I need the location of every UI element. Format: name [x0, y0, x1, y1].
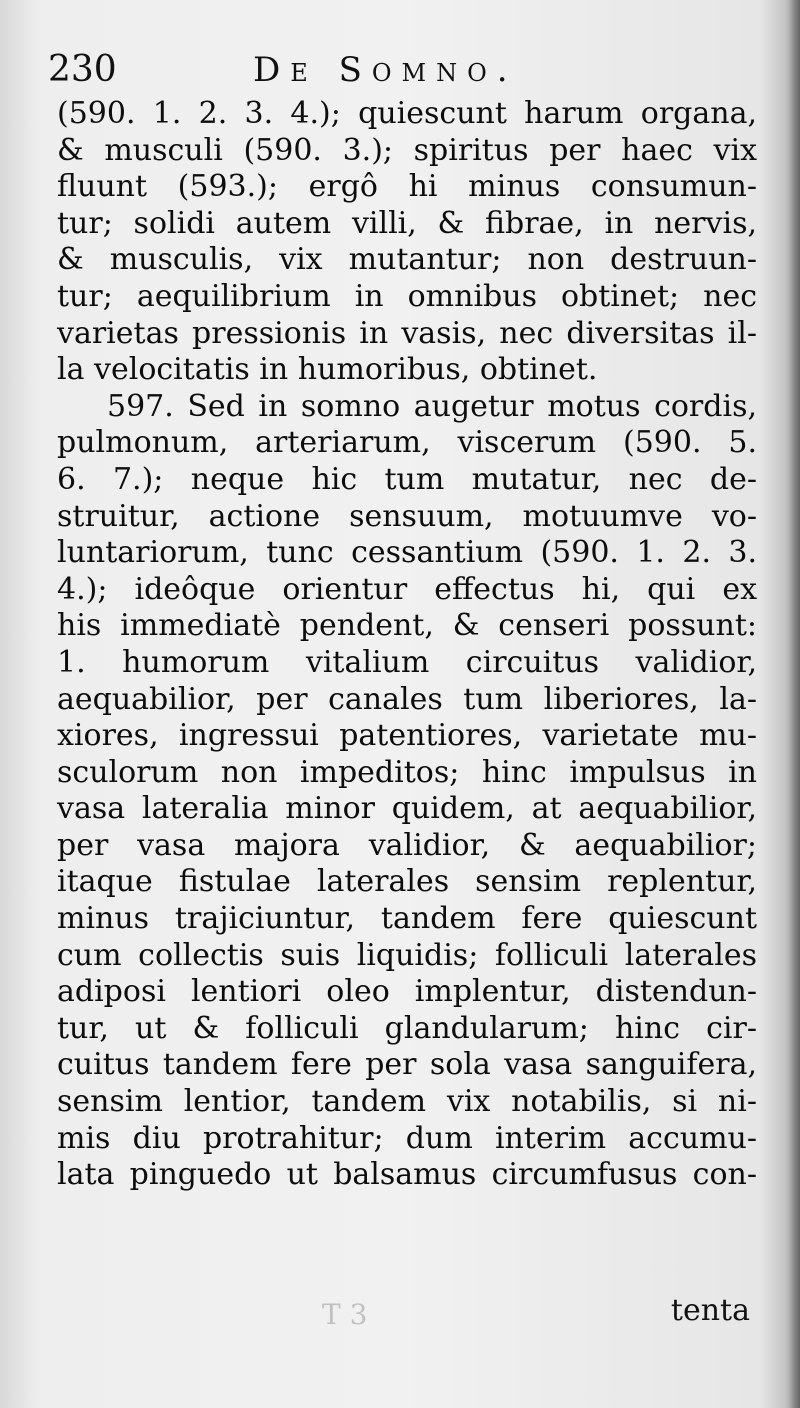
text-line: xiores, ingressui patentiores, varietate mu- [57, 718, 757, 754]
text-line: struitur, actione sensuum, motuumve vo- [57, 498, 757, 534]
text-line: (590. 1. 2. 3. 4.); quiescunt harum organa, [57, 96, 757, 131]
text-line: tur; solidi autem villi, & fibrae, in nervis, [57, 205, 757, 241]
text-line: lata pinguedo ut balsamus circumfusus con- [57, 1157, 757, 1193]
text-line: cum collectis suis liquidis; folliculi laterales [57, 937, 757, 973]
paragraph-start-597: 597. Sed in somno augetur motus cordis, [107, 388, 757, 424]
text-line: aequabilior, per canales tum liberiores, la- [57, 681, 757, 717]
text-line: tur; aequilibrium in omnibus obtinet; nec [57, 278, 757, 314]
text-line: varietas pressionis in vasis, nec diversitas il- [57, 315, 757, 351]
text-line: pulmonum, arteriarum, viscerum (590. 5. [57, 425, 757, 461]
text-line: sensim lentior, tandem vix notabilis, si ni- [57, 1084, 757, 1120]
text-line: cuitus tandem fere per sola vasa sanguifera, [57, 1047, 757, 1083]
text-line: mis diu protrahitur; dum interim accumu- [57, 1120, 757, 1156]
text-line: luntariorum, tunc cessantium (590. 1. 2. 3. [57, 535, 757, 571]
spine-shadow [786, 0, 800, 1408]
page-number: 230 [48, 49, 117, 90]
text-line: vasa lateralia minor quidem, at aequabilior, [57, 791, 757, 827]
text-line: per vasa majora validior, & aequabilior; [57, 827, 757, 863]
text-line: itaque fistulae laterales sensim replentur, [57, 864, 757, 900]
text-line: tur, ut & folliculi glandularum; hinc cir- [57, 1010, 757, 1046]
text-line: minus trajiciuntur, tandem fere quiescunt [57, 901, 757, 937]
text-line: his immediatè pendent, & censeri possunt: [57, 608, 757, 644]
signature-mark: T 3 [322, 1298, 368, 1331]
text-line: 1. humorum vitalium circuitus validior, [57, 644, 757, 680]
text-line: 4.); ideôque orientur effectus hi, qui ex [57, 571, 757, 607]
catchword: tenta [670, 1293, 750, 1328]
text-line: la velocitatis in humoribus, obtinet. [57, 352, 598, 388]
page-header [48, 46, 748, 96]
text-line: adiposi lentiori oleo implentur, distendun- [57, 974, 757, 1010]
text-line: & musculis, vix mutantur; non destruun- [57, 242, 757, 278]
text-line: sculorum non impeditos; hinc impulsus in [57, 754, 757, 790]
text-line: 6. 7.); neque hic tum mutatur, nec de- [57, 461, 757, 497]
running-title: De Somno. [253, 50, 518, 90]
body-text [57, 96, 757, 1194]
text-line: & musculi (590. 3.); spiritus per haec vix [57, 132, 757, 168]
text-line: fluunt (593.); ergô hi minus consumun- [57, 169, 757, 205]
